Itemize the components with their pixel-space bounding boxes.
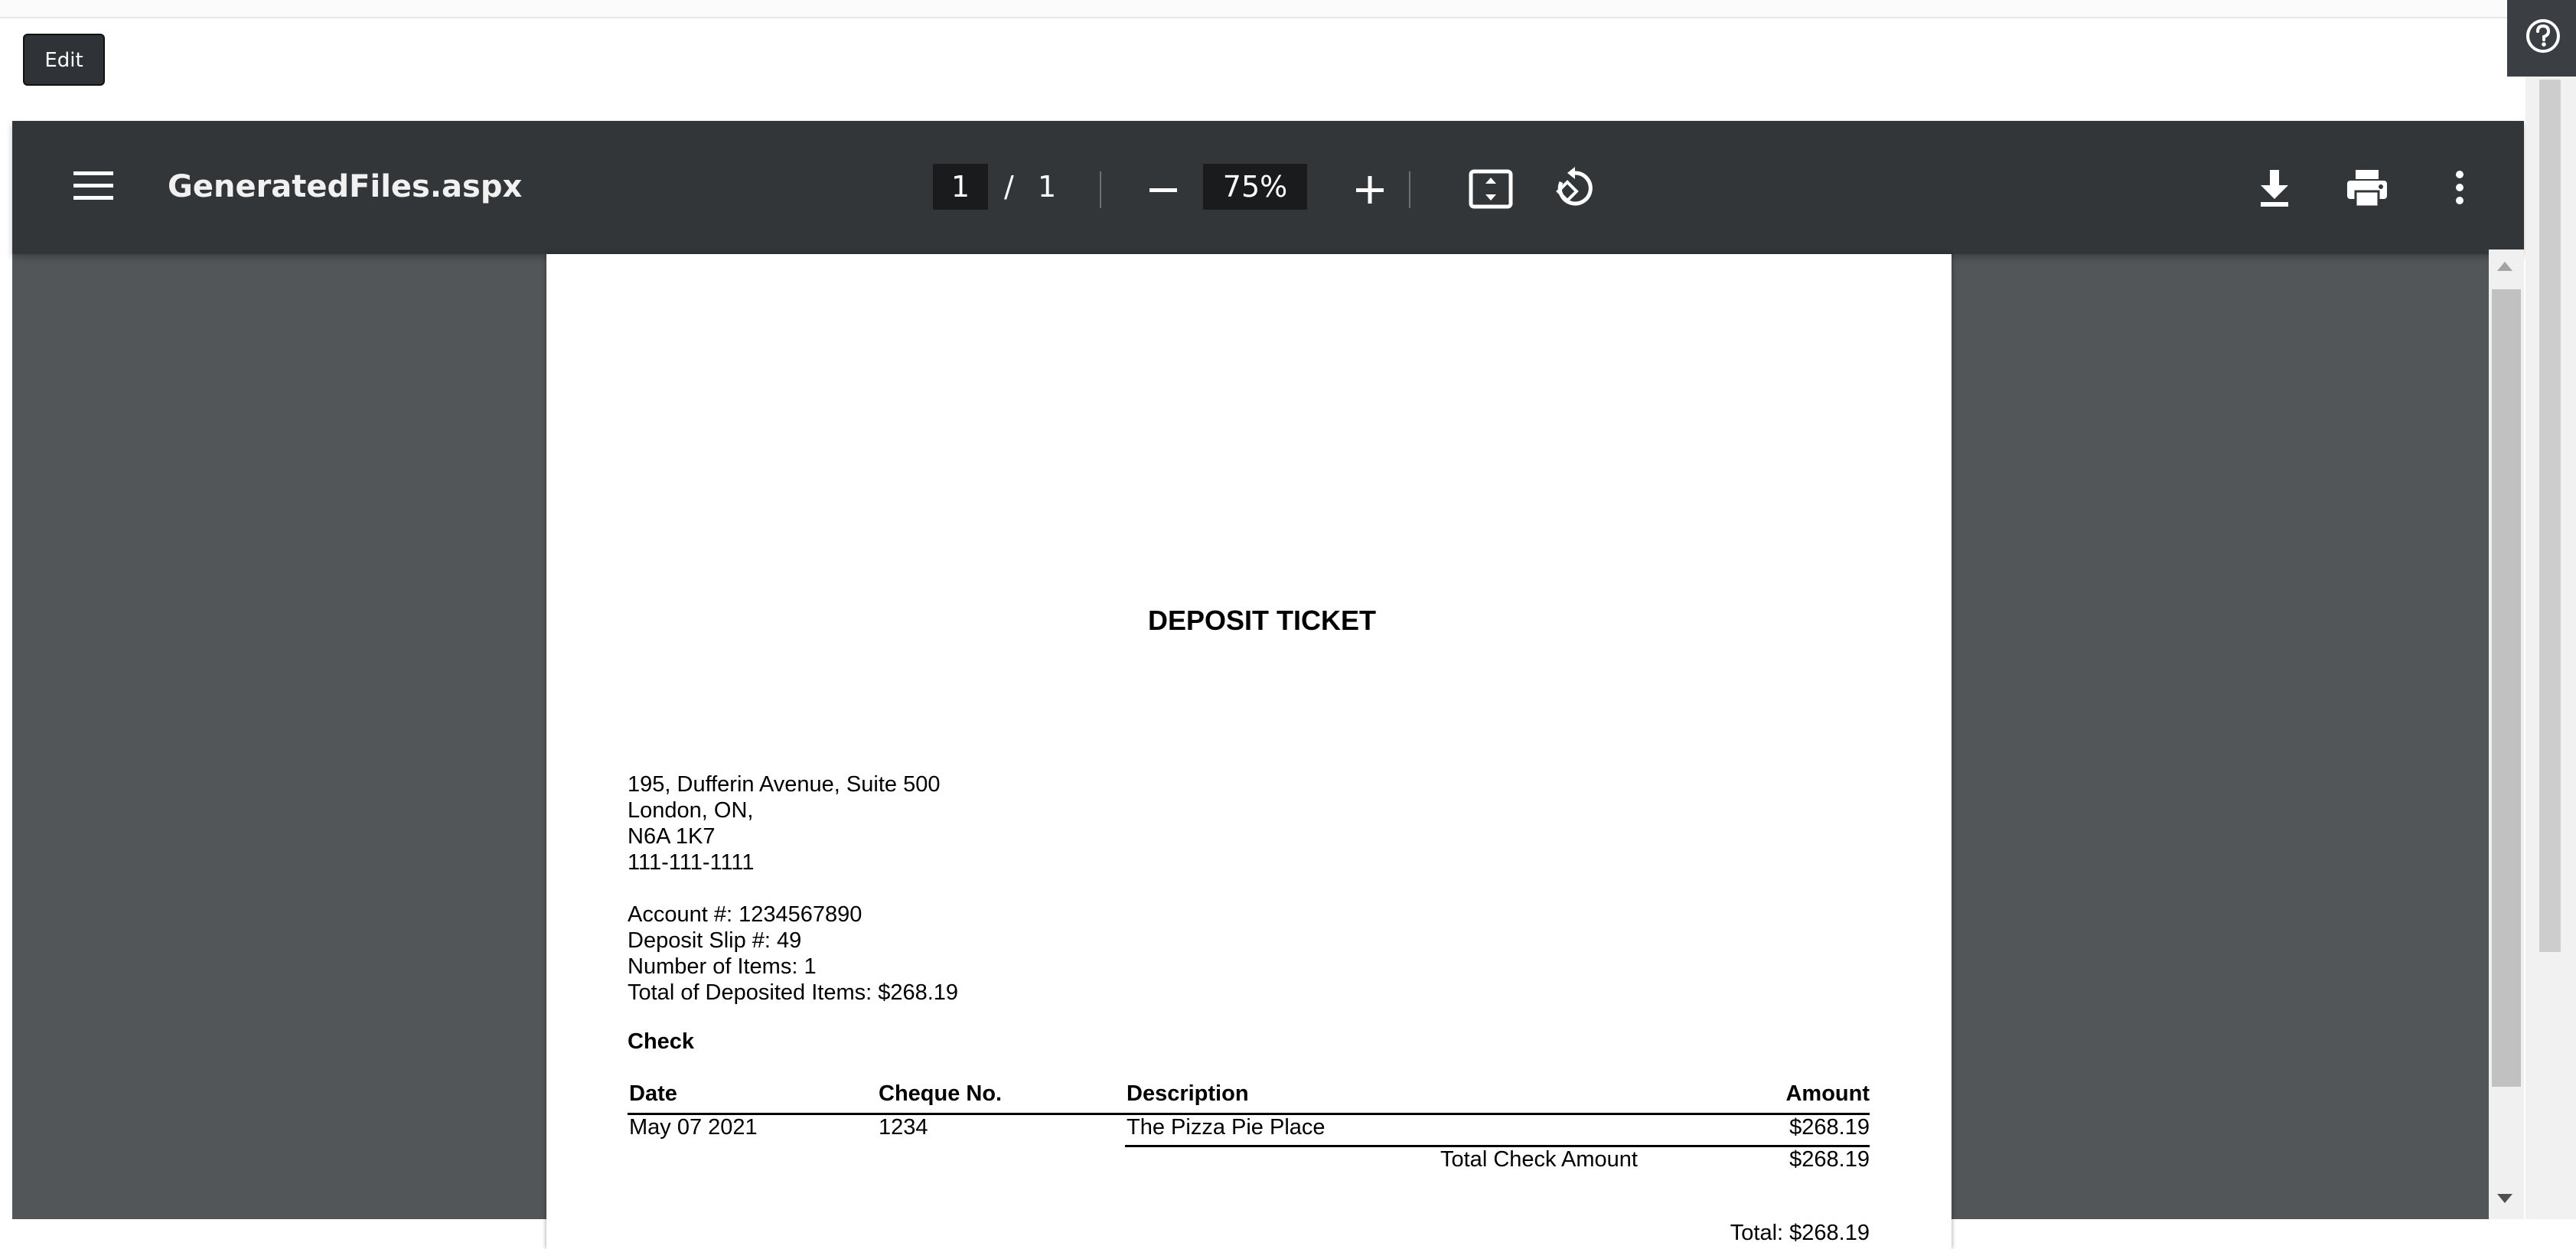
- total-check-label: Total Check Amount: [1440, 1147, 1638, 1172]
- more-vertical-icon[interactable]: [2443, 168, 2477, 207]
- print-icon[interactable]: [2345, 167, 2389, 208]
- scroll-up-arrow-icon[interactable]: [2493, 259, 2517, 274]
- deposit-slip-line: Deposit Slip #: 49: [628, 928, 802, 953]
- toolbar-divider: [1409, 171, 1410, 208]
- pdf-toolbar: [12, 121, 2524, 254]
- scroll-down-arrow-icon[interactable]: [2493, 1191, 2517, 1206]
- rotate-icon[interactable]: [1552, 165, 1598, 211]
- phone-line: 111-111-1111: [628, 850, 755, 875]
- page-number-input[interactable]: 1: [933, 164, 988, 210]
- edit-button[interactable]: Edit: [23, 34, 105, 86]
- column-header-description: Description: [1127, 1081, 1249, 1106]
- cell-amount: $268.19: [1789, 1115, 1870, 1140]
- address-line: London, ON,: [628, 798, 754, 823]
- address-line: 195, Dufferin Avenue, Suite 500: [628, 772, 941, 797]
- pdf-scrollbar-thumb[interactable]: [2492, 289, 2521, 1087]
- column-header-cheque-no: Cheque No.: [879, 1081, 1003, 1106]
- download-icon[interactable]: [2255, 167, 2294, 210]
- address-line: N6A 1K7: [628, 824, 716, 849]
- page-separator: /: [1004, 170, 1014, 204]
- pdf-viewer: [12, 121, 2524, 1245]
- deposited-total-line: Total of Deposited Items: $268.19: [628, 980, 959, 1005]
- zoom-input[interactable]: 75%: [1203, 164, 1307, 210]
- toolbar-divider: [1100, 171, 1101, 208]
- page-scrollbar-thumb[interactable]: [2539, 80, 2561, 952]
- help-button[interactable]: [2507, 0, 2576, 77]
- browser-top-edge: [0, 0, 2576, 18]
- fit-to-page-icon[interactable]: [1468, 168, 1514, 210]
- plus-icon[interactable]: [1352, 171, 1388, 208]
- account-line: Account #: 1234567890: [628, 902, 862, 927]
- help-icon: [2524, 17, 2562, 55]
- menu-icon[interactable]: [70, 168, 116, 204]
- pdf-page: [546, 254, 1952, 1249]
- document-title: GeneratedFiles.aspx: [168, 169, 523, 204]
- item-count-line: Number of Items: 1: [628, 954, 817, 979]
- minus-icon[interactable]: [1145, 171, 1182, 208]
- column-header-date: Date: [629, 1081, 677, 1106]
- grand-total: Total: $268.19: [1730, 1221, 1870, 1245]
- document-heading: DEPOSIT TICKET: [1148, 605, 1377, 636]
- cell-description: The Pizza Pie Place: [1127, 1115, 1325, 1140]
- column-header-amount: Amount: [1785, 1081, 1870, 1106]
- cell-cheque-no: 1234: [879, 1115, 928, 1140]
- total-pages: 1: [1038, 170, 1057, 204]
- section-title: Check: [628, 1029, 695, 1054]
- cell-date: May 07 2021: [629, 1115, 758, 1140]
- total-check-value: $268.19: [1789, 1147, 1870, 1172]
